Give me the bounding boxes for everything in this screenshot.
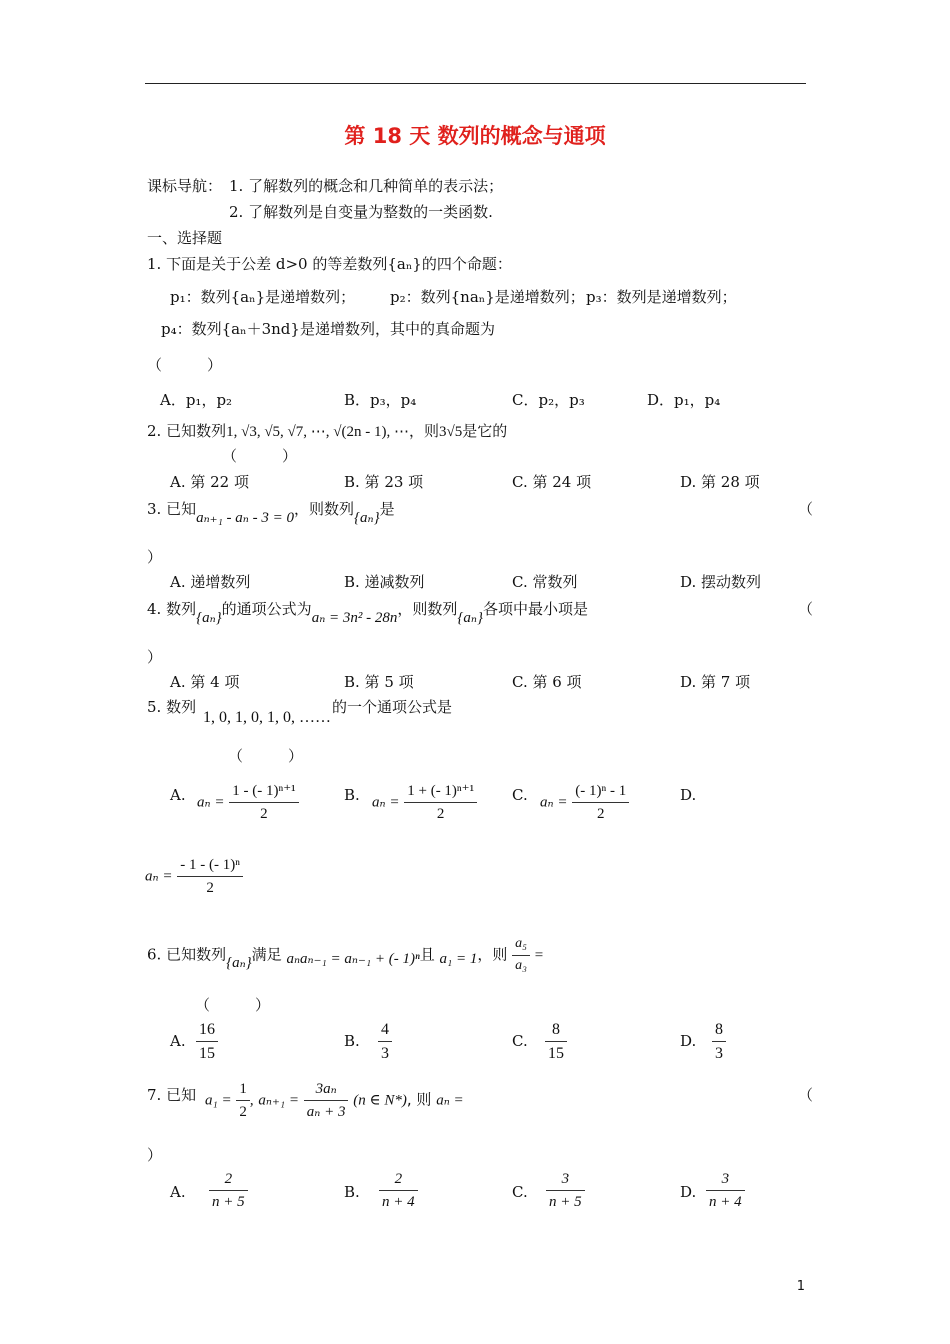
q1-option-c: C．p₂，p₃: [512, 391, 585, 409]
q5-option-a-label: A.: [170, 786, 186, 804]
section-heading: 一、选择题: [147, 229, 223, 247]
q6-option-b: [378, 1020, 392, 1063]
q7-c-num: 3: [546, 1170, 585, 1191]
q4-stem: [147, 600, 588, 626]
q5-d-num: - 1 - (- 1)ⁿ: [177, 856, 243, 877]
page-title: 第 18 天 数列的概念与通项: [344, 124, 606, 148]
q5-option-d-formula: [145, 856, 243, 897]
q2-sequence: 1, √3, √5, √7, ⋯, √(2n - 1), ⋯: [226, 424, 410, 440]
q5-d-den: 2: [206, 880, 214, 896]
nav-goal-2: 2. 了解数列是自变量为整数的一类函数.: [229, 203, 493, 221]
q4-option-c: C. 第 6 项: [512, 673, 582, 691]
q5-option-b-formula: [372, 782, 477, 823]
q5-a-num: 1 - (- 1)ⁿ⁺¹: [229, 782, 298, 803]
q7-a1: a₁ =: [205, 1092, 232, 1109]
q5-a-lhs: aₙ =: [197, 794, 225, 811]
q7-a1-den: 2: [239, 1104, 247, 1120]
q6-set: {aₙ}: [226, 955, 252, 972]
q6-then: ，则: [477, 945, 508, 964]
q1-stem: 1. 下面是关于公差 d>0 的等差数列{aₙ}的四个命题：: [147, 255, 512, 273]
q7-option-d-label: D.: [680, 1183, 697, 1201]
q7-d-fraction: [706, 1170, 745, 1211]
q1-p2: p₂：数列{naₙ}是递增数列；: [390, 288, 585, 306]
q7-option-d: [706, 1170, 745, 1211]
q7-option-b-label: B.: [344, 1183, 360, 1201]
q7-option-c: [546, 1170, 585, 1211]
q3-option-d: D. 摆动数列: [680, 573, 762, 591]
q4-end: 各项中最小项是: [482, 600, 588, 618]
q1-option-b: B．p₃，p₄: [344, 391, 417, 409]
q6-ratio: [512, 936, 530, 975]
q7-rec-den: aₙ + 3: [306, 1104, 346, 1120]
q2-option-c: C. 第 24 项: [512, 473, 592, 491]
q1-p4: p₄：数列{aₙ＋3nd}是递增数列，其中的真命题为: [161, 320, 495, 338]
q5-b-num: 1 + (- 1)ⁿ⁺¹: [404, 782, 477, 803]
q5-a-den: 2: [260, 806, 268, 822]
q2-end: 是它的: [462, 422, 508, 440]
q6-a-den: 15: [199, 1045, 215, 1063]
q5-option-a-formula: [197, 782, 299, 823]
q7-a1-num: 1: [236, 1080, 250, 1101]
q6-option-a: [196, 1020, 218, 1063]
q6-option-d: [712, 1020, 726, 1063]
q5-option-b-label: B.: [344, 786, 360, 804]
q3-option-c: C. 常数列: [512, 573, 578, 591]
q6-d-den: 3: [715, 1045, 723, 1063]
q6-option-b-label: B.: [344, 1032, 360, 1050]
q5-num: 5. 数列: [147, 698, 197, 716]
q3-end: 是: [379, 500, 395, 518]
q5-b-lhs: aₙ =: [372, 794, 400, 811]
q7-recurrence: aₙ₊₁ =: [258, 1092, 299, 1109]
q6-ratio-den: a₃: [515, 957, 527, 973]
q7-rec-num: 3aₙ: [304, 1080, 349, 1101]
q7-b-fraction: [379, 1170, 418, 1211]
q6-a-fraction: [196, 1020, 218, 1063]
q7-then: , 则: [406, 1090, 432, 1109]
q6-b-fraction: [378, 1020, 392, 1063]
q6-initial: a₁ = 1: [439, 951, 478, 968]
q4-option-b: B. 第 5 项: [344, 673, 414, 691]
q5-d-lhs: aₙ =: [145, 868, 173, 885]
q7-num: 7. 已知: [147, 1086, 197, 1104]
nav-label: 课标导航：: [147, 177, 223, 195]
q5-end: 的一个通项公式是: [332, 698, 453, 716]
q7-comma: ,: [249, 1092, 254, 1109]
q5-d-fraction: [177, 856, 243, 897]
q5-paren: （ ）: [228, 747, 304, 765]
q2-option-b: B. 第 23 项: [344, 473, 424, 491]
q6-a-num: 16: [196, 1020, 218, 1042]
q7-option-a: [209, 1170, 248, 1211]
q7-c-den: n + 5: [549, 1194, 582, 1210]
q3-set: {aₙ}: [354, 510, 380, 526]
q6-ratio-num: a₅: [512, 936, 530, 956]
q2-value: 3√5: [439, 424, 463, 440]
q4-num: 4. 数列: [147, 600, 197, 618]
q6-option-c-label: C.: [512, 1032, 528, 1050]
q3-num: 3. 已知: [147, 500, 197, 518]
q6-equals: =: [534, 947, 544, 964]
q5-c-lhs: aₙ =: [540, 794, 568, 811]
q4-right-paren: ）: [147, 648, 163, 666]
q4-option-a: A. 第 4 项: [170, 673, 240, 691]
q7-a-den: n + 5: [212, 1194, 245, 1210]
q3-left-paren: （: [798, 500, 814, 518]
q3-stem: [147, 500, 395, 526]
q4-mid1: 的通项公式为: [221, 600, 312, 618]
q3-equation: aₙ₊₁ - aₙ - 3 = 0: [196, 510, 294, 526]
q4-set-2: {aₙ}: [457, 610, 483, 626]
q1-p3: p₃：数列是递增数列；: [586, 288, 737, 306]
q1-paren: （ ）: [147, 356, 223, 374]
q6-paren: （ ）: [195, 996, 271, 1014]
q7-d-den: n + 4: [709, 1194, 742, 1210]
q7-formula: [205, 1080, 464, 1121]
q2-stem: [147, 422, 507, 441]
q2-paren: （ ）: [222, 447, 298, 465]
q5-b-fraction: [404, 782, 477, 823]
q6-stem: [147, 936, 543, 975]
q5-a-fraction: [229, 782, 298, 823]
q4-option-d: D. 第 7 项: [680, 673, 751, 691]
q3-option-b: B. 递减数列: [344, 573, 425, 591]
q4-set: {aₙ}: [196, 610, 222, 626]
page-number: 1: [796, 1279, 805, 1294]
q7-a-num: 2: [209, 1170, 248, 1191]
q5-option-d-label: D.: [680, 786, 697, 804]
header-rule: [145, 83, 806, 84]
q5-b-den: 2: [436, 806, 445, 822]
nav-goal-1: 1. 了解数列的概念和几种简单的表示法；: [229, 177, 504, 195]
q6-equation: aₙaₙ₋₁ = aₙ₋₁ + (- 1)ⁿ: [286, 951, 420, 968]
q7-a-fraction: [209, 1170, 248, 1211]
q2-then: ，则: [409, 422, 440, 440]
q5-c-fraction: [572, 782, 629, 823]
q2-num: 2. 已知数列: [147, 422, 227, 440]
q4-mid2: ，则数列: [397, 600, 458, 618]
q6-and: 且: [419, 945, 435, 964]
q5-c-num: (- 1)ⁿ - 1: [572, 782, 629, 803]
q6-num: 6. 已知数列: [147, 945, 227, 964]
q5-option-c-label: C.: [512, 786, 528, 804]
q4-equation: aₙ = 3n² - 28n: [311, 610, 398, 626]
q5-c-den: 2: [596, 806, 605, 822]
q5-option-c-formula: [540, 782, 629, 823]
q3-option-a: A. 递增数列: [170, 573, 251, 591]
q1-p1: p₁：数列{aₙ}是递增数列；: [170, 288, 356, 306]
q5-sequence: 1, 0, 1, 0, 1, 0, ……: [203, 709, 331, 726]
q7-a1-fraction: [236, 1080, 250, 1121]
q7-right-paren: ）: [147, 1146, 163, 1164]
q7-option-a-label: A.: [170, 1183, 186, 1201]
q6-b-den: 3: [381, 1045, 389, 1063]
q6-c-den: 15: [548, 1045, 564, 1063]
q2-option-a: A. 第 22 项: [170, 473, 249, 491]
q6-option-c: [545, 1020, 567, 1063]
q2-option-d: D. 第 28 项: [680, 473, 760, 491]
q6-d-num: 8: [712, 1020, 726, 1042]
q6-b-num: 4: [378, 1020, 392, 1042]
q6-c-num: 8: [545, 1020, 567, 1042]
q7-option-c-label: C.: [512, 1183, 528, 1201]
q7-ask: aₙ =: [436, 1092, 464, 1109]
q4-left-paren: （: [798, 600, 814, 618]
q7-c-fraction: [546, 1170, 585, 1211]
q1-option-a: A．p₁，p₂: [160, 391, 233, 409]
q7-left-paren: （: [798, 1086, 814, 1104]
q7-rec-fraction: [304, 1080, 349, 1121]
q6-option-d-label: D.: [680, 1032, 697, 1050]
q3-right-paren: ）: [147, 548, 163, 566]
q6-d-fraction: [712, 1020, 726, 1063]
q6-mid: 满足: [251, 945, 282, 964]
q7-b-den: n + 4: [382, 1194, 415, 1210]
q7-option-b: [379, 1170, 418, 1211]
q1-option-d: D．p₁，p₄: [647, 391, 721, 409]
q7-condition: (n ∈ N*): [353, 1092, 407, 1109]
q3-mid: ，则数列: [294, 500, 355, 518]
q7-d-num: 3: [706, 1170, 745, 1191]
q6-option-a-label: A.: [170, 1032, 186, 1050]
q7-b-num: 2: [379, 1170, 418, 1191]
q6-c-fraction: [545, 1020, 567, 1063]
